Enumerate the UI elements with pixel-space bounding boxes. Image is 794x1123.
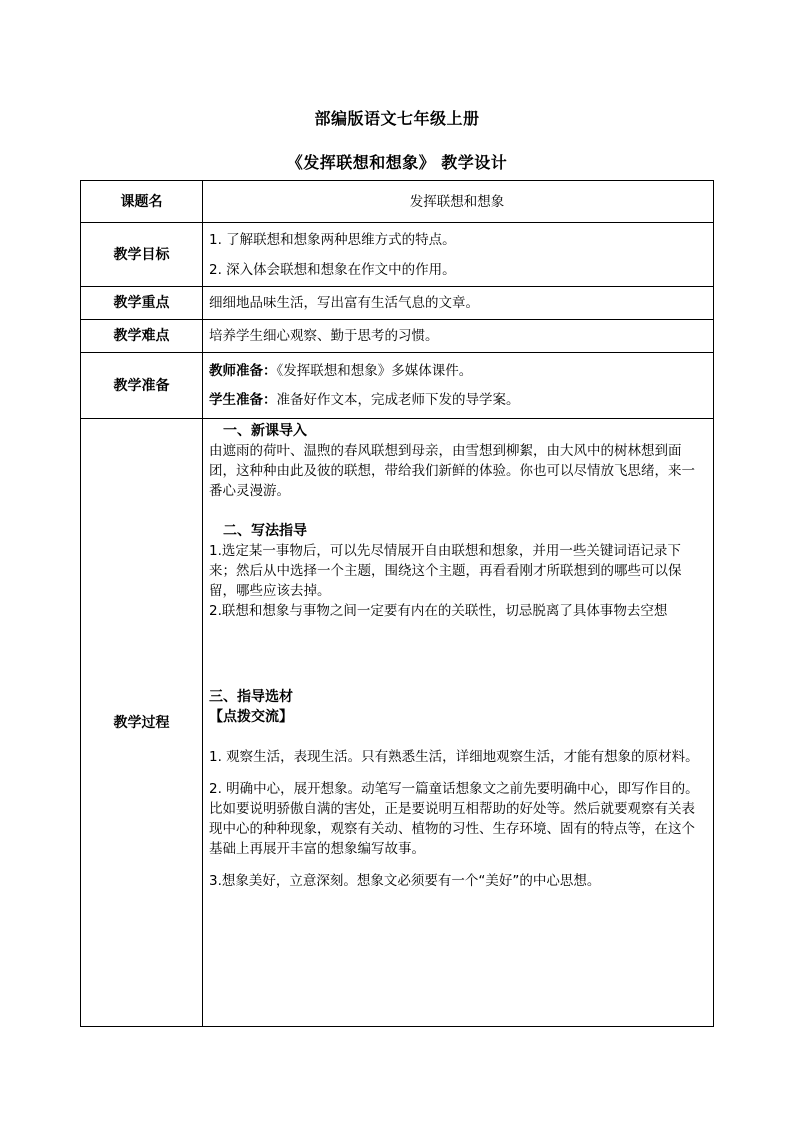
writing-item-1: 1.选定某一事物后，可以先尽情展开自由联想和想象，并用一些关键词语记录下来；然后从中选择一个主题，围绕这个主题，再看看刚才所联想到的哪些可以保留，哪些应该去掉。	[209, 543, 682, 599]
goals-label: 教学目标	[81, 223, 203, 287]
material-item-3: 3.想象美好，立意深刻。想象文必须要有一个“美好”的中心思想。	[209, 873, 601, 889]
section-heading-intro: 一、新课导入	[223, 423, 307, 439]
difficulties-value: 培养学生细心观察、勤于思考的习惯。	[203, 320, 714, 353]
key-points-value: 细细地品味生活，写出富有生活气息的文章。	[203, 287, 714, 320]
teacher-preparation-label: 教师准备：	[209, 362, 277, 379]
key-points-label: 教学重点	[81, 287, 203, 320]
process-label: 教学过程	[81, 419, 203, 1027]
material-item-1: 1. 观察生活，表现生活。只有熟悉生活，详细地观察生活，才能有想象的原材料。	[209, 749, 699, 765]
section-intro-text: 由遮雨的荷叶、温煦的春风联想到母亲，由雪想到柳絮，由大风中的树林想到面团，这种种由此及彼的联想，带给我们新鲜的体验。你也可以尽情放飞思绪，来一番心灵漫游。	[209, 443, 695, 499]
section-heading-writing: 二、写法指导	[223, 523, 307, 539]
table-row-difficulties	[81, 320, 714, 353]
student-preparation-label: 学生准备：	[209, 391, 277, 408]
writing-item-2: 2.联想和想象与事物之间一定要有内在的关联性，切忌脱离了具体事物去空想	[209, 603, 668, 619]
preparation-label: 教学准备	[81, 353, 203, 419]
material-item-2: 2. 明确中心，展开想象。动笔写一篇童话想象文之前先要明确中心，即写作目的。比如要说明骄傲自满的害处，正是要说明互相帮助的好处等。然后就要观察有关表现中心的种种现象，观察有关动、植物的习性、生存环境、固有的特点等，在这个基础上再展开丰富的想象编写故事。	[209, 781, 699, 857]
section-heading-material: 三、指导选材	[209, 689, 293, 705]
topic-label: 课题名	[81, 181, 203, 223]
table-row-key-points	[81, 287, 714, 320]
document-title: 部编版语文七年级上册	[314, 109, 480, 128]
table-row-process	[81, 419, 714, 1027]
topic-value: 发挥联想和想象	[203, 181, 714, 223]
lesson-plan-table	[80, 180, 714, 1027]
section-subheading-discussion: 【点拨交流】	[209, 709, 293, 725]
difficulties-label: 教学难点	[81, 320, 203, 353]
table-row-topic	[81, 181, 714, 223]
goal-item-1: 1. 了解联想和想象两种思维方式的特点。	[209, 231, 456, 248]
student-preparation	[209, 386, 705, 415]
table-row-preparation	[81, 353, 714, 419]
teacher-preparation-text: 《发挥联想和想象》多媒体课件。	[276, 362, 473, 379]
preparation-cell	[203, 353, 714, 419]
table-row-goals	[81, 223, 714, 287]
teacher-preparation	[209, 357, 705, 386]
goals-cell	[203, 223, 714, 287]
process-cell	[203, 419, 714, 1027]
student-preparation-text: 准备好作文本，完成老师下发的导学案。	[276, 391, 520, 408]
document-subtitle: 《发挥联想和想象》 教学设计	[286, 153, 508, 172]
goal-item-2: 2. 深入体会联想和想象在作文中的作用。	[209, 261, 456, 278]
